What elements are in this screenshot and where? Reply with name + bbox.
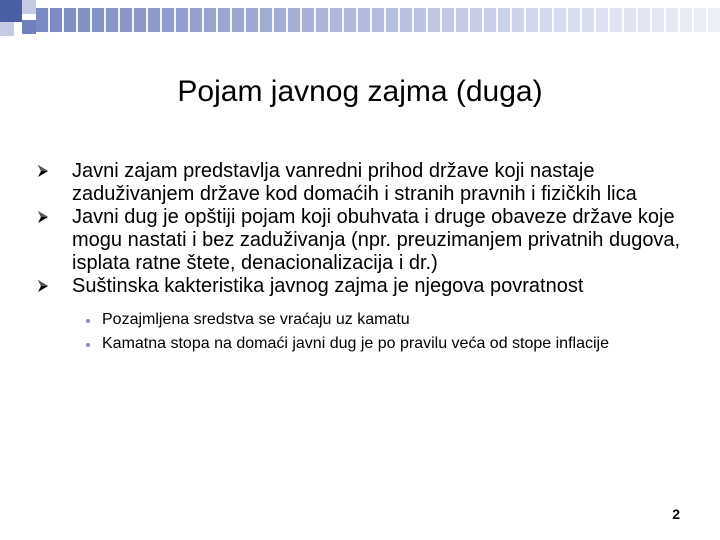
corner-square-light-top (22, 0, 36, 14)
corner-square-mid (22, 20, 36, 34)
header-bar-segments (36, 8, 720, 32)
arrow-bullet-icon (36, 164, 50, 178)
bullet-item (36, 275, 696, 298)
sub-bullet-list (36, 308, 696, 356)
corner-square-dark (0, 0, 22, 22)
slide-content (36, 160, 696, 356)
sub-bullet-item (72, 308, 702, 332)
sub-bullet-item (72, 332, 702, 356)
header-decoration (0, 0, 720, 40)
slide-title: Pojam javnog zajma (duga) (177, 75, 543, 108)
arrow-bullet-icon (36, 210, 50, 224)
dot-bullet-icon (86, 343, 90, 347)
sub-bullet-text: Pozajmljena sredstva se vraćaju uz kamatu (102, 311, 410, 328)
page-number: 2 (672, 506, 680, 522)
sub-bullet-text: Kamatna stopa na domaći javni dug je po pravilu veća od stope inflacije (102, 335, 609, 352)
bullet-text: Suštinska kakteristika javnog zajma je njegova povratnost (72, 275, 584, 297)
bullet-list (36, 160, 696, 298)
bullet-item (36, 206, 696, 275)
corner-square-light-left (0, 22, 14, 36)
bullet-text: Javni zajam predstavlja vanredni prihod države koji nastaje zaduživanjem države kod domaćih i stranih pravnih i fizičkih lica (72, 160, 637, 205)
bullet-text: Javni dug je opštiji pojam koji obuhvata i druge obaveze države koje mogu nastati i bez zaduživanja (npr. preuzimanjem privatnih dugova, isplata ratne štete, denacionalizacija i dr.) (72, 206, 681, 274)
bullet-item (36, 160, 696, 206)
dot-bullet-icon (86, 319, 90, 323)
arrow-bullet-icon (36, 279, 50, 293)
